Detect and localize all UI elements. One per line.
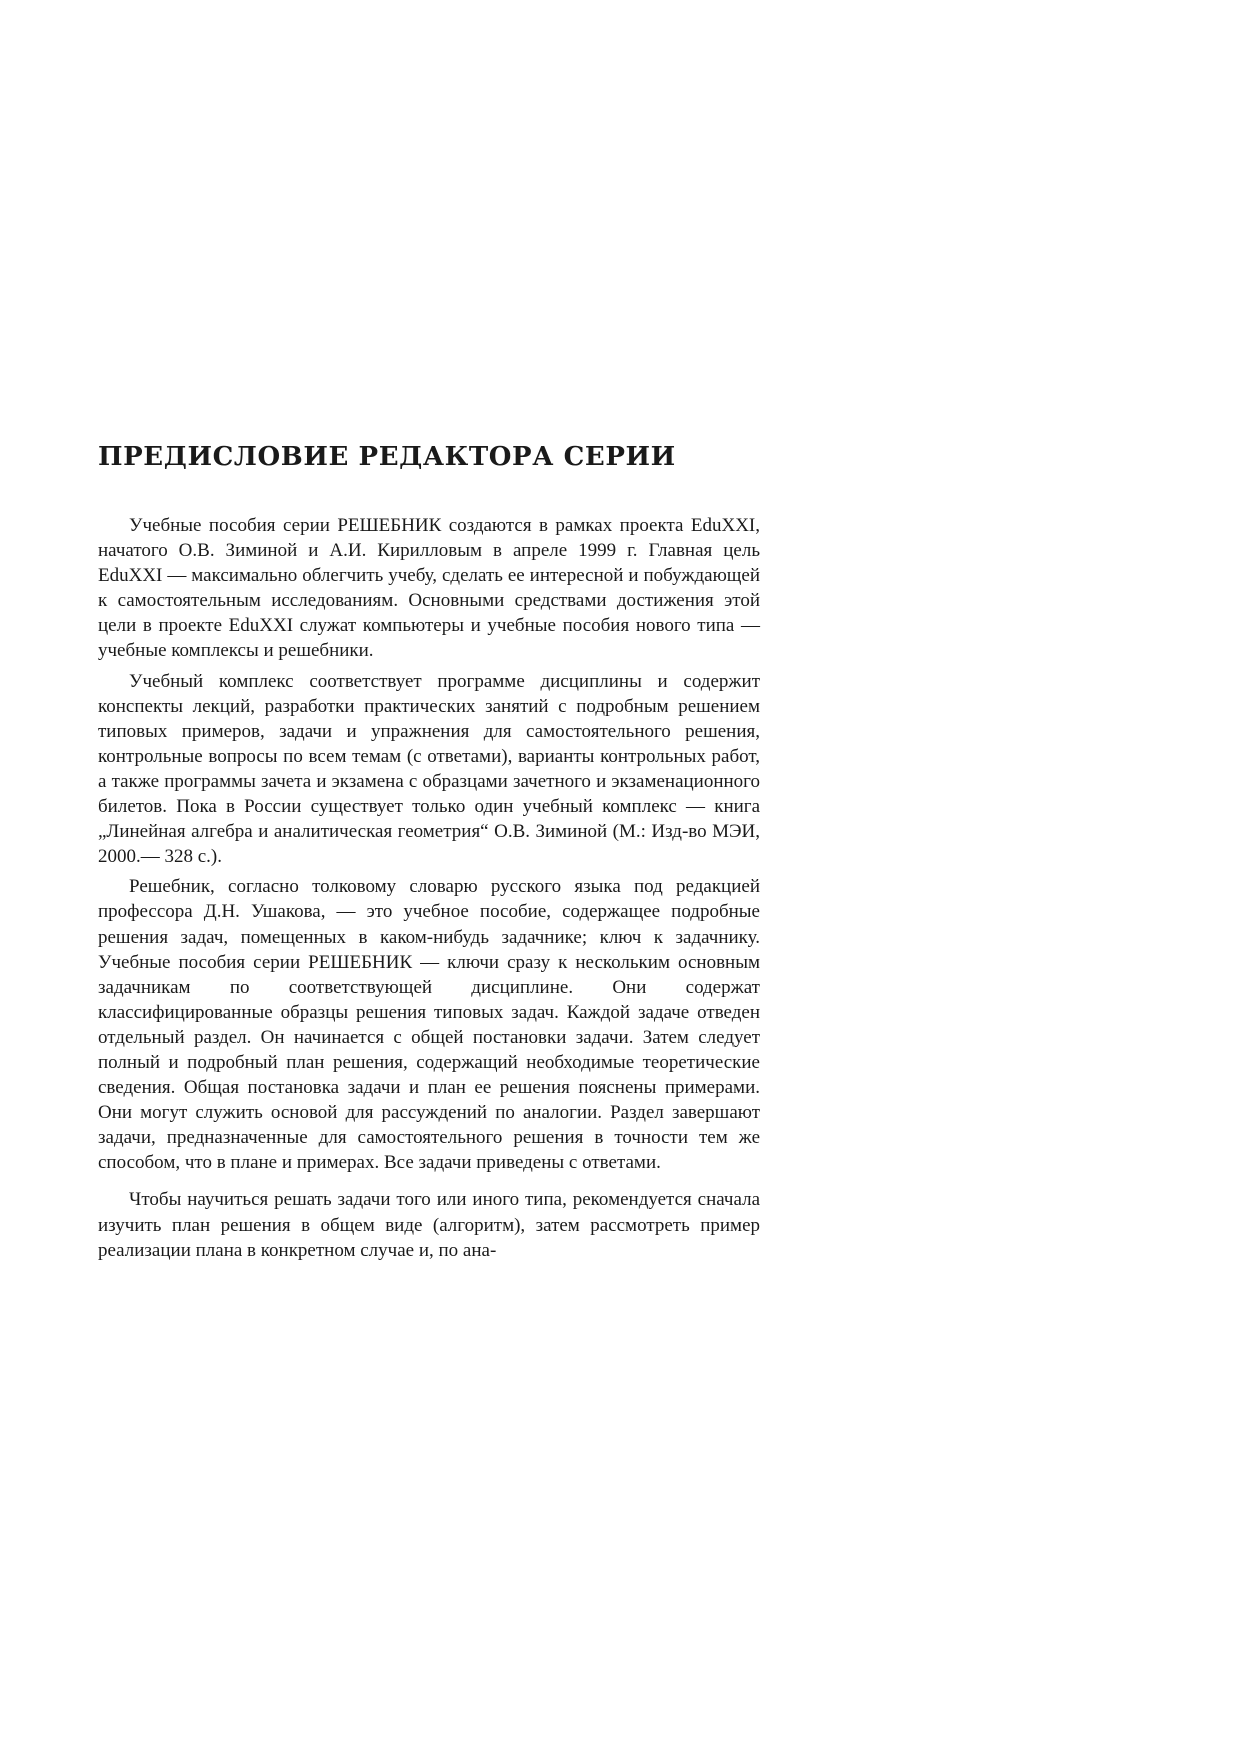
paragraph-1: Учебные пособия серии РЕШЕБНИК создаются в рамках проекта EduXXI, начатого О.В. Зиминой и А.И. Кирилловым в апреле 1999 г. Главная цель EduXXI — максимально облегчить учебу, сделать ее интересной и побуждающей к самостоятельным исследованиям. Основными средствами достижения этой цели в проекте EduXXI служат компьютеры и учебные пособия нового типа — учебные комплексы и решебники. — [98, 515, 760, 662]
page-title: ПРЕДИСЛОВИЕ РЕДАКТОРА СЕРИИ — [98, 442, 676, 472]
paragraph-2: Учебный комплекс соответствует программе дисциплины и содержит конспекты лекций, разработки практических занятий с подробным решением типовых примеров, задачи и упражнения для самостоятельного решения, контрольные вопросы по всем темам (с ответами), варианты контрольных работ, а также программы зачета и экзамена с образцами зачетного и экзаменационного билетов. Пока в России существует только один учебный комплекс — книга „Линейная алгебра и аналитическая геометрия“ О.В. Зиминой (М.: Изд-во МЭИ, 2000.— 328 с.). — [98, 670, 760, 868]
preface-body — [98, 513, 760, 1263]
paragraph-4: Чтобы научиться решать задачи того или иного типа, рекомендуется сначала изучить план решения в общем виде (алгоритм), затем рассмотреть пример реализации плана в конкретном случае и, по ана- — [98, 1189, 760, 1261]
paragraph-3: Решебник, согласно толковому словарю русского языка под редакцией профессора Д.Н. Ушакова, — это учебное пособие, содержащее подробные решения задач, помещенных в каком-нибудь задачнике; ключ к задачнику. Учебные пособия серии РЕШЕБНИК — ключи сразу к нескольким основным задачникам по соответствующей дисциплине. Они содержат классифицированные образцы решения типовых задач. Каждой задаче отведен отдельный раздел. Он начинается с общей постановки задачи. Затем следует полный и подробный план решения, содержащий необходимые теоретические сведения. Общая постановка задачи и план ее решения пояснены примерами. Они могут служить основой для рассуждений по аналогии. Раздел завершают задачи, предназначенные для самостоятельного решения в точности тем же способом, что в плане и примерах. Все задачи приведены с ответами. — [98, 876, 760, 1174]
